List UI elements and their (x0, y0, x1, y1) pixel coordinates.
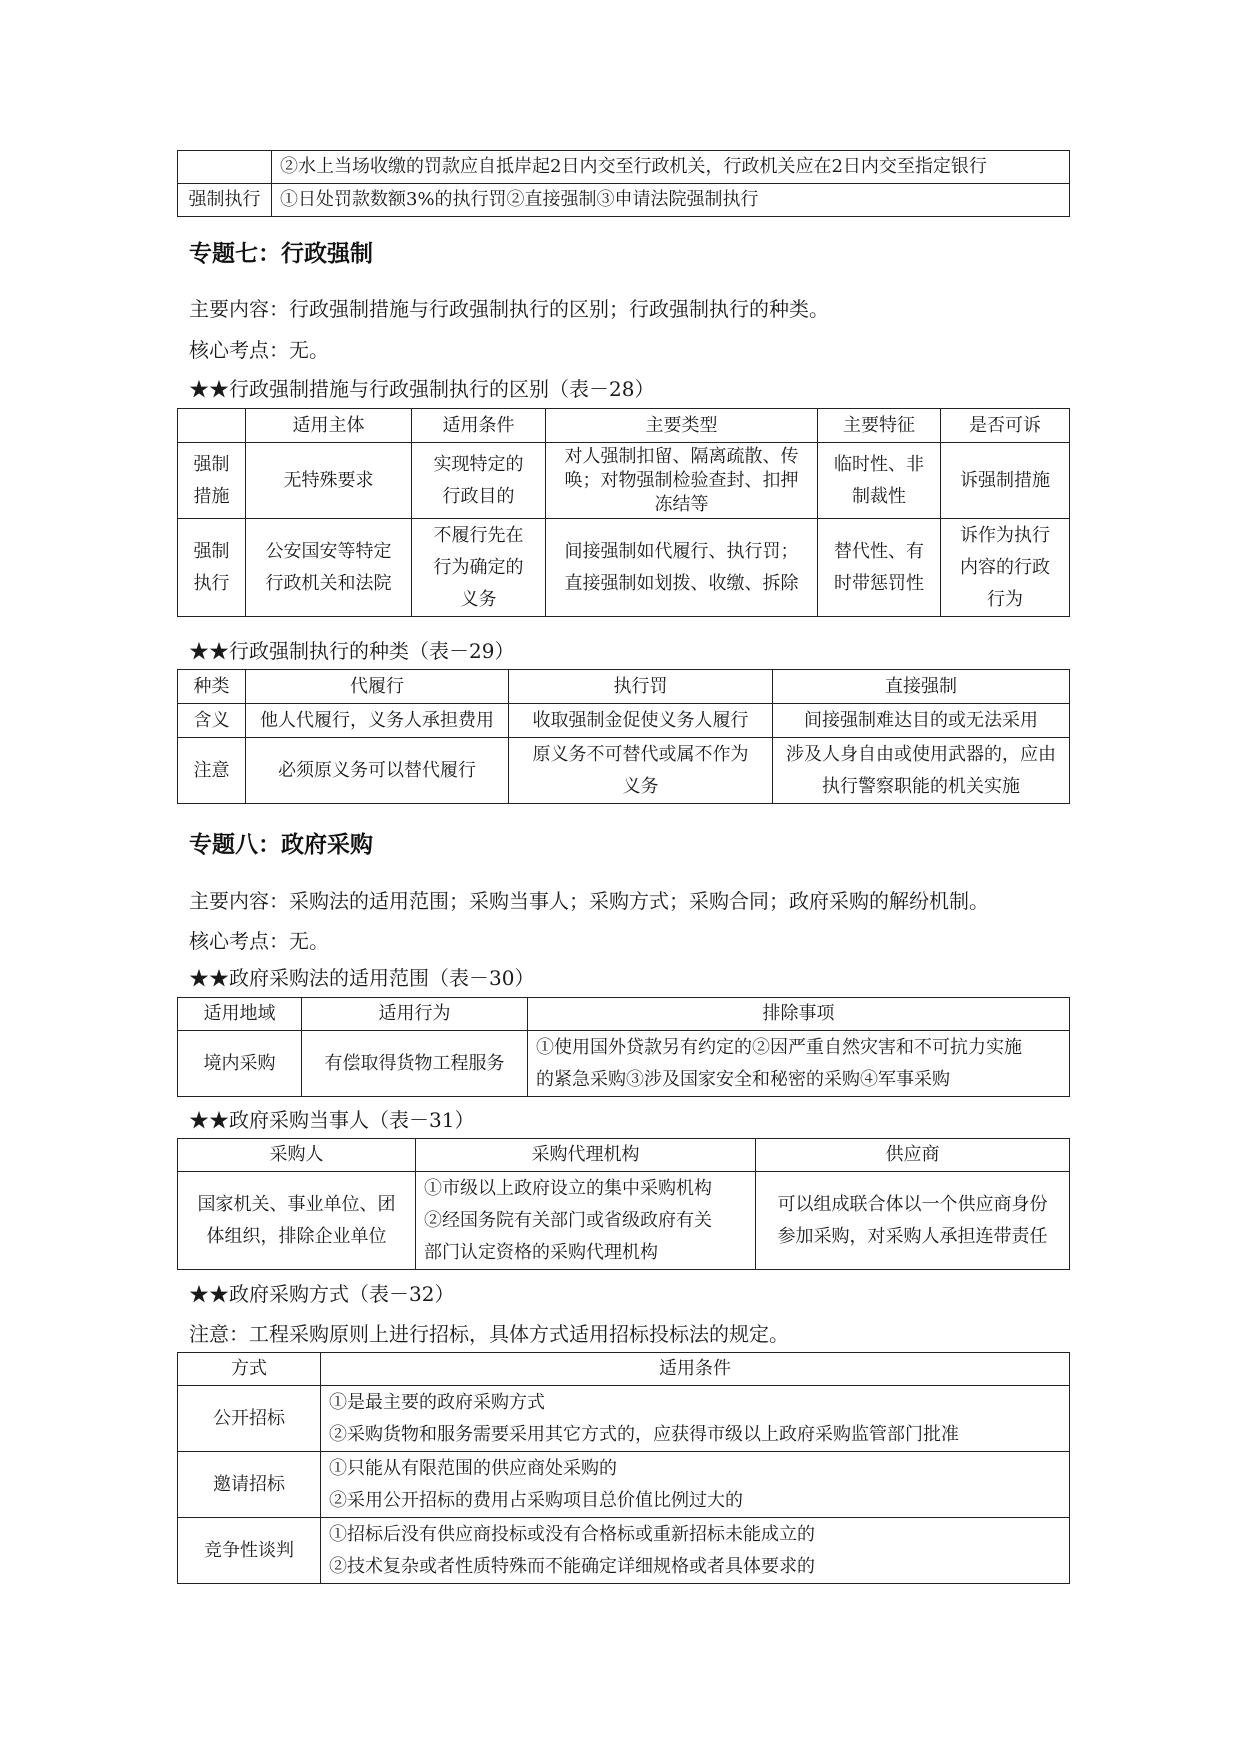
table-cell: 诉强制措施 (941, 443, 1070, 519)
table-row (178, 184, 1070, 217)
table-row (178, 1452, 1070, 1518)
table-cell: 临时性、非 制裁性 (818, 443, 941, 519)
table-cell: 间接强制如代履行、执行罚； 直接强制如划拨、收缴、拆除 (546, 519, 818, 617)
table-header-row (178, 670, 1070, 704)
table-cell: ①日处罚款数额3%的执行罚②直接强制③申请法院强制执行 (272, 184, 1070, 217)
table-header-cell: 适用行为 (302, 998, 528, 1031)
table-row (178, 519, 1070, 617)
section-title: 专题八：政府采购 (189, 832, 373, 858)
table-header-cell: 排除事项 (528, 998, 1070, 1031)
table-30 (177, 997, 1070, 1097)
table-cell: 涉及人身自由或使用武器的，应由 执行警察职能的机关实施 (773, 738, 1070, 804)
table-cell (178, 151, 272, 184)
table-cell: 有偿取得货物工程服务 (302, 1031, 528, 1097)
table-header-cell: 代履行 (246, 670, 509, 704)
table-cell: 原义务不可替代或属不作为 义务 (509, 738, 773, 804)
table-cell: 无特殊要求 (246, 443, 412, 519)
table-cell: 强制 执行 (178, 519, 246, 617)
table-header-cell: 采购人 (178, 1139, 416, 1172)
table-header-cell: 适用条件 (321, 1353, 1070, 1386)
table-header-cell: 主要特征 (818, 409, 941, 443)
table-row (178, 1172, 1070, 1270)
table-header-cell (178, 409, 246, 443)
table-header-cell: 直接强制 (773, 670, 1070, 704)
table-cell: 国家机关、事业单位、团 体组织，排除企业单位 (178, 1172, 416, 1270)
note-text: 注意：工程采购原则上进行招标，具体方式适用招标投标法的规定。 (189, 1322, 789, 1346)
table-row (178, 151, 1070, 184)
table-cell: 境内采购 (178, 1031, 302, 1097)
table-31 (177, 1138, 1070, 1270)
main-content-text: 主要内容：行政强制措施与行政强制执行的区别；行政强制执行的种类。 (189, 297, 829, 321)
table-cell: 含义 (178, 704, 246, 738)
table-cell: ②水上当场收缴的罚款应自抵岸起2日内交至行政机关，行政机关应在2日内交至指定银行 (272, 151, 1070, 184)
table-caption: ★★政府采购法的适用范围（表－30） (189, 966, 535, 990)
table-header-cell: 主要类型 (546, 409, 818, 443)
table-cell: 替代性、有 时带惩罚性 (818, 519, 941, 617)
table-cell: ①是最主要的政府采购方式 ②采购货物和服务需要采用其它方式的，应获得市级以上政府采购监管部门批准 (321, 1386, 1070, 1452)
table-row (178, 1518, 1070, 1584)
table-cell: ①招标后没有供应商投标或没有合格标或重新招标未能成立的 ②技术复杂或者性质特殊而不能确定详细规格或者具体要求的 (321, 1518, 1070, 1584)
table-header-cell: 方式 (178, 1353, 321, 1386)
table-cell: 实现特定的 行政目的 (412, 443, 546, 519)
table-header-cell: 执行罚 (509, 670, 773, 704)
table-cell: ①只能从有限范围的供应商处采购的 ②采用公开招标的费用占采购项目总价值比例过大的 (321, 1452, 1070, 1518)
table-row (178, 443, 1070, 519)
table-cell: 强制执行 (178, 184, 272, 217)
table-29 (177, 669, 1070, 804)
table-cell: 邀请招标 (178, 1452, 321, 1518)
table-cell: 收取强制金促使义务人履行 (509, 704, 773, 738)
table-32 (177, 1352, 1070, 1584)
table-cell: 间接强制难达目的或无法采用 (773, 704, 1070, 738)
table-caption: ★★政府采购方式（表－32） (189, 1282, 455, 1306)
table-header-row (178, 1353, 1070, 1386)
table-caption: ★★政府采购当事人（表－31） (189, 1108, 475, 1132)
table-cell: 可以组成联合体以一个供应商身份 参加采购，对采购人承担连带责任 (756, 1172, 1070, 1270)
table-cell: 竞争性谈判 (178, 1518, 321, 1584)
table-cell: 他人代履行，义务人承担费用 (246, 704, 509, 738)
section-title: 专题七：行政强制 (189, 241, 373, 267)
table-cell: 诉作为执行 内容的行政 行为 (941, 519, 1070, 617)
table-header-cell: 是否可诉 (941, 409, 1070, 443)
core-points-text: 核心考点：无。 (189, 338, 329, 362)
table-header-row (178, 1139, 1070, 1172)
table-row (178, 1031, 1070, 1097)
table-28 (177, 408, 1070, 617)
table-cell: 对人强制扣留、隔离疏散、传 唤；对物强制检验查封、扣押 冻结等 (546, 443, 818, 519)
table-top-continuation (177, 150, 1070, 217)
table-row (178, 738, 1070, 804)
table-cell: ①使用国外贷款另有约定的②因严重自然灾害和不可抗力实施 的紧急采购③涉及国家安全和秘密的采购④军事采购 (528, 1031, 1070, 1097)
table-header-cell: 供应商 (756, 1139, 1070, 1172)
table-cell: 公安国安等特定 行政机关和法院 (246, 519, 412, 617)
table-caption: ★★行政强制措施与行政强制执行的区别（表－28） (189, 377, 655, 401)
table-header-cell: 适用条件 (412, 409, 546, 443)
main-content-text: 主要内容：采购法的适用范围；采购当事人；采购方式；采购合同；政府采购的解纷机制。 (189, 889, 989, 913)
table-cell: 不履行先在 行为确定的 义务 (412, 519, 546, 617)
table-cell: 公开招标 (178, 1386, 321, 1452)
table-cell: 注意 (178, 738, 246, 804)
table-header-cell: 种类 (178, 670, 246, 704)
table-header-cell: 采购代理机构 (416, 1139, 756, 1172)
table-row (178, 1386, 1070, 1452)
table-cell: ①市级以上政府设立的集中采购机构 ②经国务院有关部门或省级政府有关 部门认定资格的采购代理机构 (416, 1172, 756, 1270)
table-caption: ★★行政强制执行的种类（表－29） (189, 639, 515, 663)
table-header-cell: 适用地域 (178, 998, 302, 1031)
table-cell: 必须原义务可以替代履行 (246, 738, 509, 804)
table-cell: 强制 措施 (178, 443, 246, 519)
table-row (178, 704, 1070, 738)
table-header-cell: 适用主体 (246, 409, 412, 443)
core-points-text: 核心考点：无。 (189, 929, 329, 953)
table-header-row (178, 409, 1070, 443)
table-header-row (178, 998, 1070, 1031)
